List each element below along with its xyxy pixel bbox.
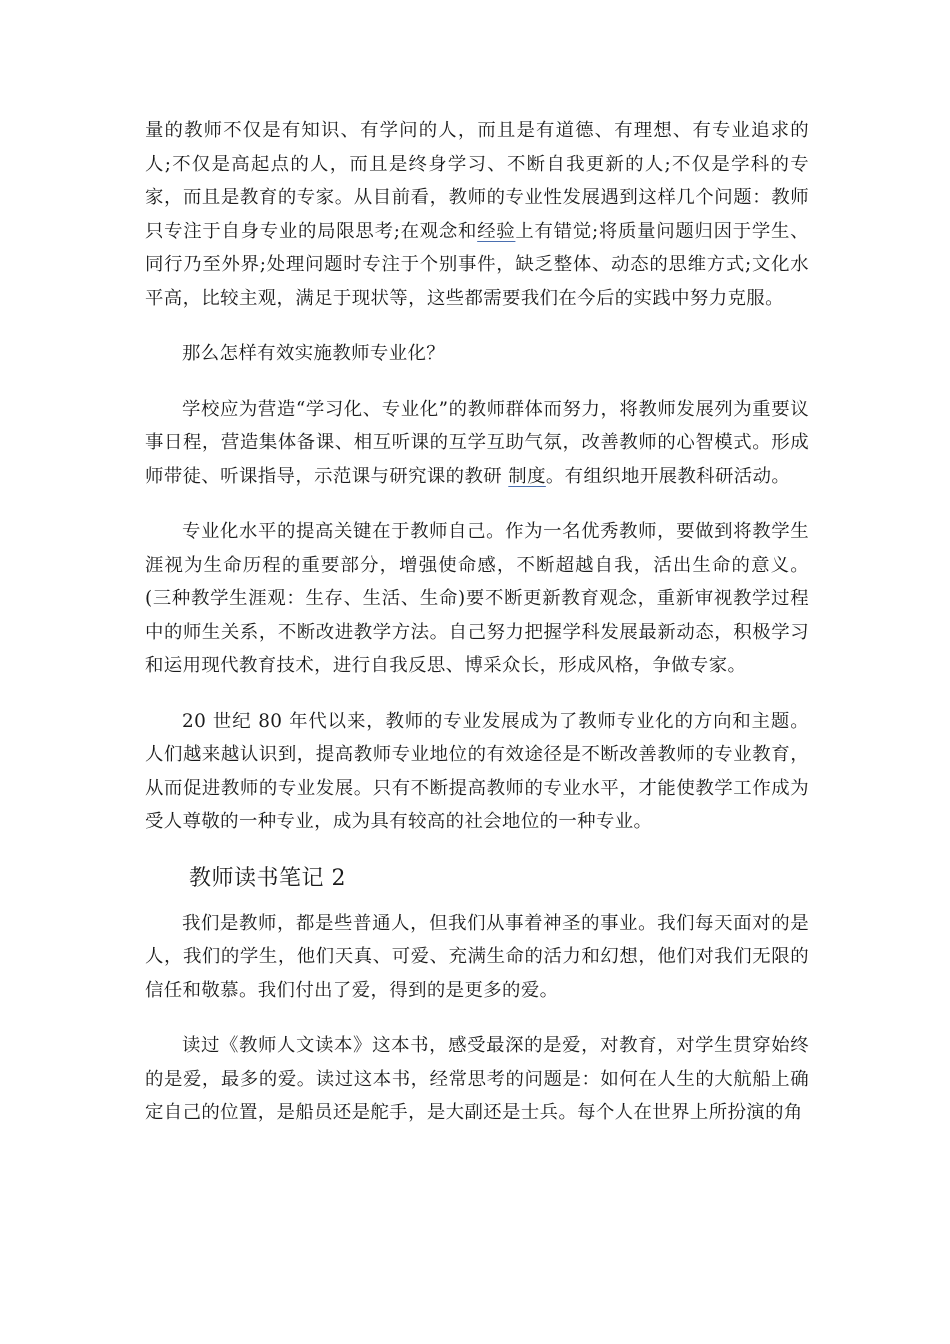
paragraph-history: 20 世纪 80 年代以来，教师的专业发展成为了教师专业化的方向和主题。人们越来越认识到，提高教师专业地位的有效途径是不断改善教师的专业教育，从而促进教师的专业发展。只有不断提高教师的专业水平，才能使教学工作成为受人尊敬的一种专业，成为具有较高的社会地位的一种专业。 [145,710,809,832]
paragraph-question: 那么怎样有效实施教师专业化？ [182,343,446,364]
paragraph-text: 量的教师不仅是有知识、有学问的人，而且是有道德、有理想、有专业追求的人;不仅是高起点的人，而且是终身学习、不断自我更新的人;不仅是学科的专家，而且是教育的专家。从目前看，教师的专业性发展遇到这样几个问题：教师只专注于自身专业的局限思考;在观念和 [145,120,809,242]
section-heading: 教师读书笔记 2 [189,865,346,891]
paragraph-book-reading: 读过《教师人文读本》这本书，感受最深的是爱，对教育，对学生贯穿始终的是爱，最多的爱。读过这本书，经常思考的问题是：如何在人生的大航船上确定自己的位置，是船员还是舵手，是大副还是士兵。每个人在世界上所扮演的角 [145,1035,809,1123]
document-page [145,114,809,1152]
paragraph-text: 。有组织地开展教科研活动。 [545,465,791,487]
paragraph-text: 上有错觉;将质量问题归因于学生、同行乃至外界;处理问题时专注于个别事件，缺乏整体、动态的思维方式;文化水平高，比较主观，满足于现状等，这些都需要我们在今后的实践中努力克服。 [145,220,809,309]
paragraph-text: 学校应为营造“学习化、专业化”的教师群体而努力，将教师发展列为重要议事日程，营造集体备课、相互听课的互学互助气氛，改善教师的心智模式。形成师带徒、听课指导，示范课与研究课的教研 [145,398,809,487]
link-system[interactable]: 制度 [508,465,546,487]
paragraph-school-role [145,393,809,494]
link-experience[interactable]: 经验 [477,220,516,242]
paragraph-professional-teacher [145,114,809,315]
paragraph-teacher-self: 专业化水平的提高关键在于教师自己。作为一名优秀教师，要做到将教学生涯视为生命历程的重要部分，增强使命感，不断超越自我，活出生命的意义。(三种教学生涯观：生存、生活、生命)要不断更新教育观念，重新审视教学过程中的师生关系，不断改进教学方法。自己努力把握学科发展最新动态，积极学习和运用现代教育技术，进行自我反思、博采众长，形成风格，争做专家。 [145,521,809,676]
paragraph-we-are-teachers: 我们是教师，都是些普通人，但我们从事着神圣的事业。我们每天面对的是人，我们的学生，他们天真、可爱、充满生命的活力和幻想，他们对我们无限的信任和敬慕。我们付出了爱，得到的是更多的爱。 [145,912,809,1001]
